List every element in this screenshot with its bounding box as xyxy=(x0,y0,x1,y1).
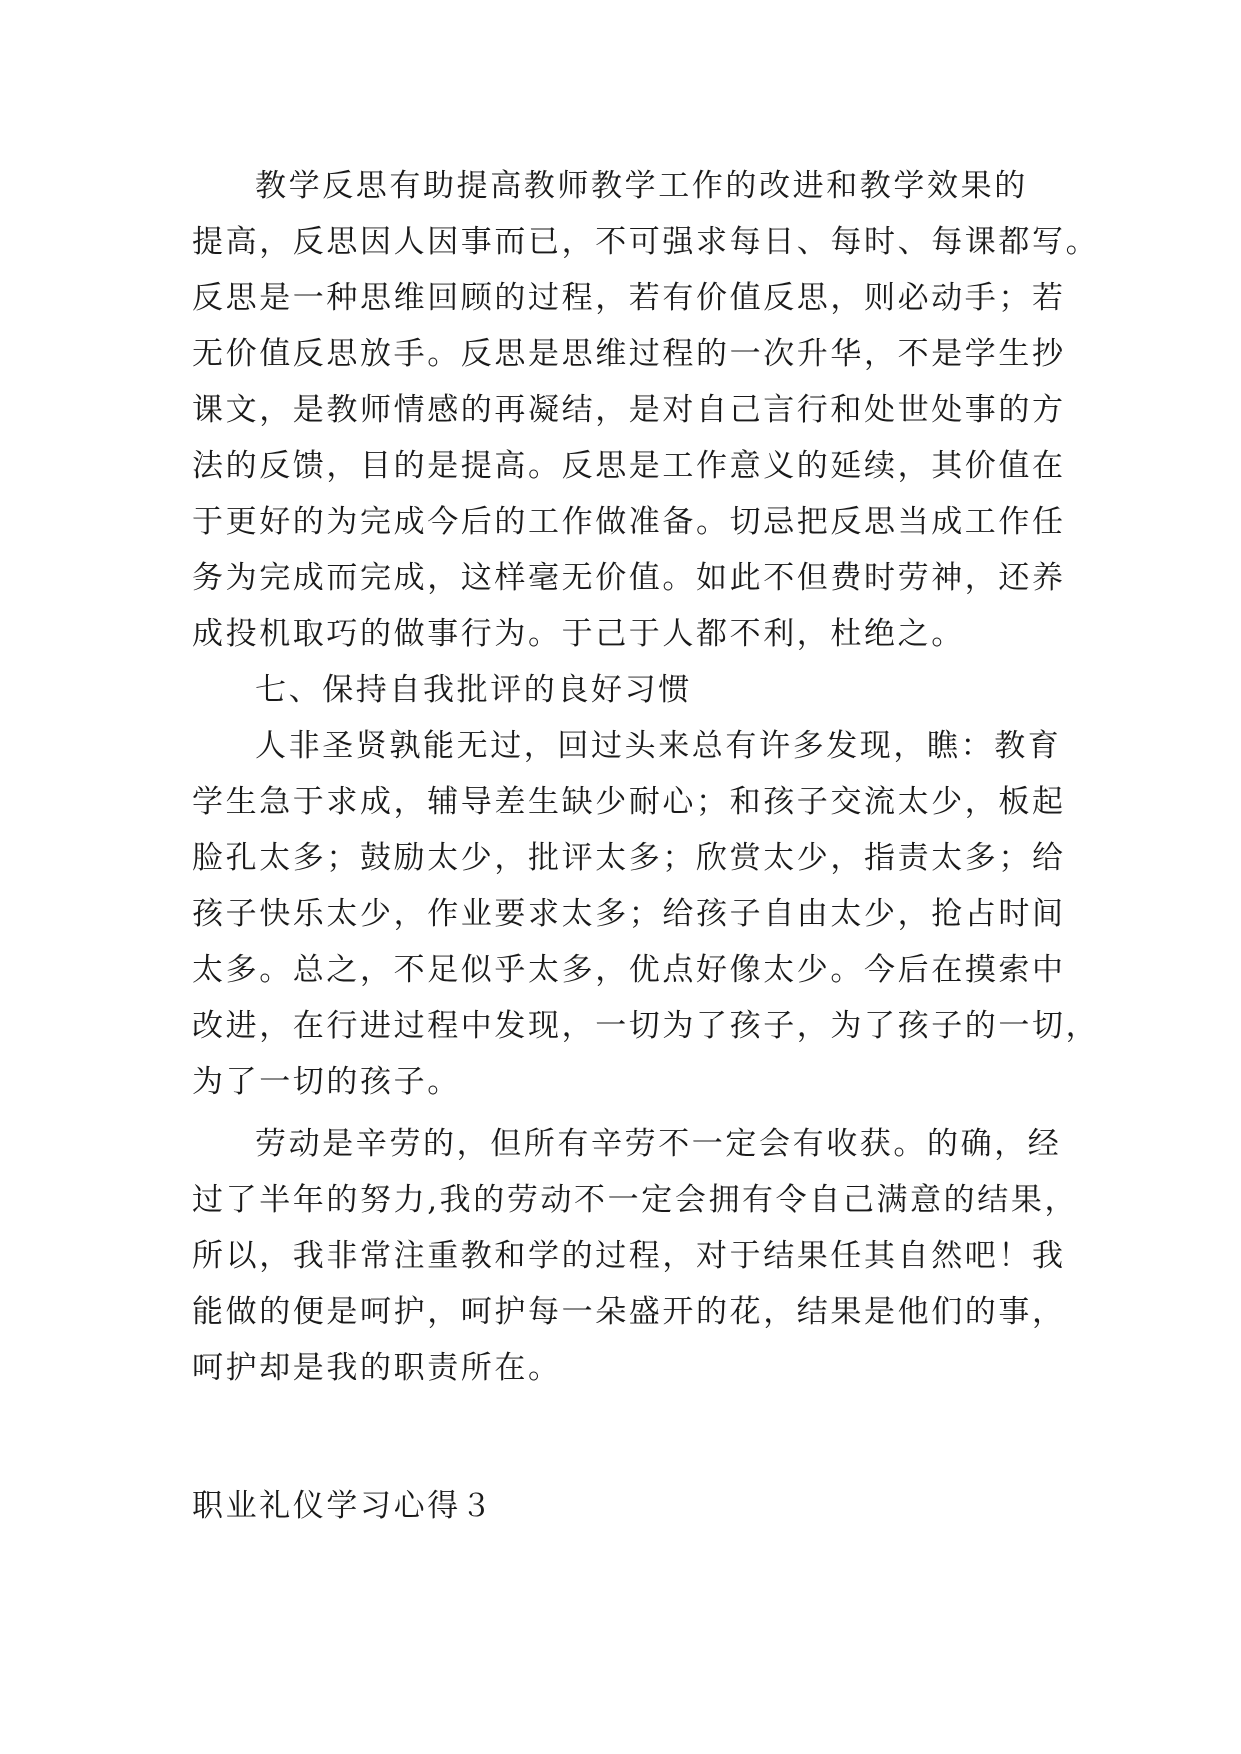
text-line: 所以，我非常注重教和学的过程，对于结果任其自然吧！我 xyxy=(192,1238,1066,1274)
paragraph-labor xyxy=(192,1116,1079,1396)
document-body xyxy=(192,158,1100,1534)
section-heading-seven: 七、保持自我批评的良好习惯 xyxy=(255,672,692,708)
section-title: 职业礼仪学习心得３ xyxy=(192,1488,495,1524)
text-line: 无价值反思放手。反思是思维过程的一次升华，不是学生抄 xyxy=(192,336,1066,372)
text-line: 能做的便是呵护，呵护每一朵盛开的花，结果是他们的事， xyxy=(192,1294,1066,1330)
text-line: 学生急于求成，辅导差生缺少耐心；和孩子交流太少，板起 xyxy=(192,784,1066,820)
text-line: 孩子快乐太少，作业要求太多；给孩子自由太少，抢占时间 xyxy=(192,896,1066,932)
paragraph-reflection xyxy=(192,158,1100,662)
text-line: 为了一切的孩子。 xyxy=(192,1064,461,1100)
section-spacer xyxy=(192,1396,1060,1478)
text-line: 提高，反思因人因事而已，不可强求每日、每时、每课都写。 xyxy=(192,224,1100,260)
text-line: 脸孔太多；鼓励太少，批评太多；欣赏太少，指责太多；给 xyxy=(192,840,1066,876)
text-line: 太多。总之，不足似乎太多，优点好像太少。今后在摸索中 xyxy=(192,952,1066,988)
paragraph-self-criticism xyxy=(192,718,1100,1110)
text-line: 过了半年的努力,我的劳动不一定会拥有令自己满意的结果， xyxy=(192,1182,1079,1218)
text-line: 人非圣贤孰能无过，回过头来总有许多发现，瞧：教育 xyxy=(255,728,1062,764)
text-line: 课文，是教师情感的再凝结，是对自己言行和处世处事的方 xyxy=(192,392,1066,428)
text-line: 于更好的为完成今后的工作做准备。切忌把反思当成工作任 xyxy=(192,504,1066,540)
text-line: 反思是一种思维回顾的过程，若有价值反思，则必动手；若 xyxy=(192,280,1066,316)
text-line: 教学反思有助提高教师教学工作的改进和教学效果的 xyxy=(255,168,1028,204)
text-line: 劳动是辛劳的，但所有辛劳不一定会有收获。的确，经 xyxy=(255,1126,1062,1162)
text-line: 呵护却是我的职责所在。 xyxy=(192,1350,562,1386)
text-line: 务为完成而完成，这样毫无价值。如此不但费时劳神，还养 xyxy=(192,560,1066,596)
text-line: 法的反馈，目的是提高。反思是工作意义的延续，其价值在 xyxy=(192,448,1066,484)
text-line: 改进，在行进过程中发现，一切为了孩子，为了孩子的一切， xyxy=(192,1008,1100,1044)
text-line: 成投机取巧的做事行为。于己于人都不利，杜绝之。 xyxy=(192,616,965,652)
